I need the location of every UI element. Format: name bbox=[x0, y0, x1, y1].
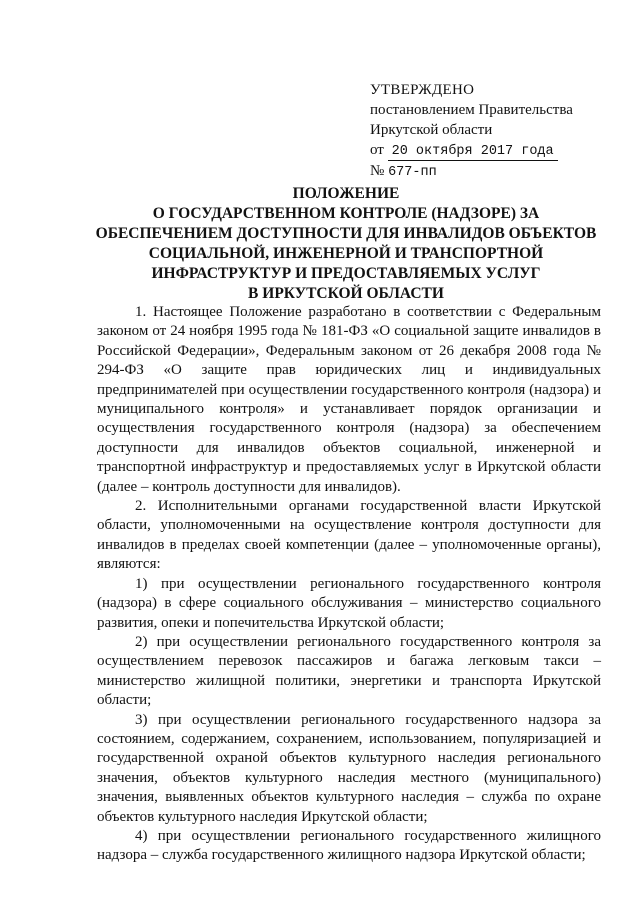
paragraph-1: 1. Настоящее Положение разработано в соответствии с Федеральным законом от 24 ноября 1995 года № 181-ФЗ «О социальной защите инвалидов в Российской Федерации», Федеральным законом от 26 декабря 2008 года № 294-ФЗ «О защите прав юридических лиц и индивидуальных предпринимателей при осуществлении государственного контроля (надзора) и муниципального контроля» и устанавливает порядок организации и осуществления государственного контроля (надзора) за обеспечением доступности для инвалидов объектов социальной, инженерной и транспортной инфраструктур и предоставляемых услуг в Иркутской области (далее – контроль доступности для инвалидов). bbox=[97, 304, 601, 495]
approval-stamp: УТВЕРЖДЕНО bbox=[370, 82, 475, 98]
title-line: СОЦИАЛЬНОЙ, ИНЖЕНЕРНОЙ И ТРАНСПОРТНОЙ bbox=[148, 245, 544, 262]
approval-number-line bbox=[370, 161, 610, 183]
approval-date-line bbox=[370, 140, 610, 161]
document-body bbox=[97, 303, 601, 866]
approval-line-1: постановлением Правительства bbox=[370, 102, 573, 118]
approval-date-value: 20 октября 2017 года bbox=[388, 143, 558, 161]
title-line: ОБЕСПЕЧЕНИЕМ ДОСТУПНОСТИ ДЛЯ ИНВАЛИДОВ ОБЪЕКТОВ bbox=[95, 225, 597, 242]
document-title bbox=[90, 184, 602, 304]
title-line: О ГОСУДАРСТВЕННОМ КОНТРОЛЕ (НАДЗОРЕ) ЗА bbox=[152, 205, 540, 222]
paragraph-2: 2. Исполнительными органами государственной власти Иркутской области, уполномоченными на осуществление контроля доступности для инвалидов в пределах своей компетенции (далее – уполномоченные органы), являются: bbox=[97, 498, 601, 573]
title-line: ИНФРАСТРУКТУР И ПРЕДОСТАВЛЯЕМЫХ УСЛУГ bbox=[151, 265, 541, 282]
approval-line-2: Иркутской области bbox=[370, 122, 493, 138]
list-item-2: 2) при осуществлении регионального государственного контроля за осуществлением перевозок пассажиров и багажа легковым такси – министерство жилищной политики, энергетики и транспорта Иркутской области; bbox=[97, 633, 601, 709]
approval-block bbox=[370, 80, 610, 183]
approval-date-prefix: от bbox=[370, 142, 384, 158]
list-item-1: 1) при осуществлении регионального государственного контроля (надзора) в сфере социального обслуживания – министерство социального развития, опеки и попечительства Иркутской области; bbox=[97, 575, 601, 631]
title-line: В ИРКУТСКОЙ ОБЛАСТИ bbox=[248, 285, 444, 302]
approval-number-value: 677-пп bbox=[388, 165, 437, 180]
list-item-4: 4) при осуществлении регионального государственного жилищного надзора – служба государственного жилищного надзора Иркутской области; bbox=[97, 827, 601, 864]
approval-number-prefix: № bbox=[370, 163, 385, 179]
list-item-3: 3) при осуществлении регионального государственного надзора за состоянием, содержанием, сохранением, использованием, популяризацией и государственной охраной объектов культурного наследия регионального значения, объектов культурного наследия местного (муниципального) значения, выявленных объектов культурного наследия – служба по охране объектов культурного наследия Иркутской области; bbox=[97, 711, 601, 825]
title-line: ПОЛОЖЕНИЕ bbox=[292, 185, 400, 202]
